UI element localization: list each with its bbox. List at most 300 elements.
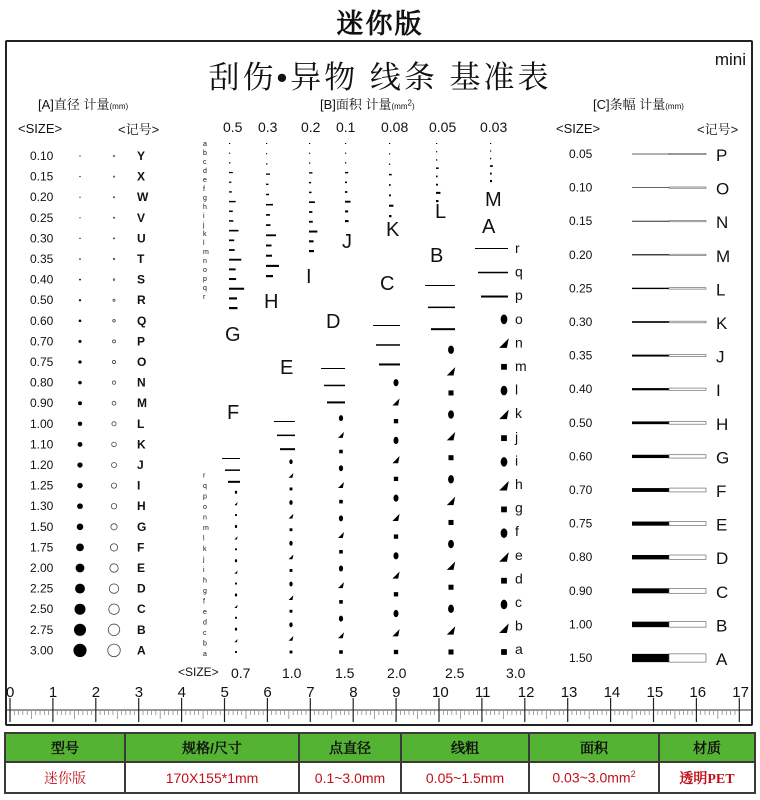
- area-sample-mark: [266, 255, 272, 257]
- area-sample-mark: [289, 636, 294, 641]
- solid-line-sample: [632, 455, 669, 458]
- area-sample-mark: [229, 249, 235, 251]
- area-sample-mark: [490, 150, 491, 151]
- ruler-number: 5: [220, 684, 229, 701]
- area-sample-mark: [229, 307, 238, 309]
- line-size-label: 0.90: [569, 583, 593, 598]
- solid-line-sample: [632, 187, 669, 188]
- line-size-label: 0.30: [569, 315, 593, 329]
- area-sample-mark: [392, 629, 399, 636]
- area-group-letter: I: [306, 266, 312, 288]
- area-sample-mark: [235, 559, 237, 562]
- area-sample-mark: [389, 153, 390, 154]
- area-bottom-size-label: 2.5: [445, 665, 465, 681]
- area-sample-mark: [392, 456, 399, 463]
- hollow-dot: [111, 524, 117, 530]
- area-top-size-label: 0.03: [480, 119, 508, 135]
- main-title: 刮伤•异物 线条 基准表: [208, 60, 552, 95]
- area-sample-mark: [229, 278, 236, 280]
- hollow-dot: [109, 604, 119, 614]
- filled-dot: [77, 483, 83, 489]
- ruler-number: 16: [689, 684, 707, 701]
- tiny-row-letter: c: [203, 630, 207, 637]
- line-size-label: 0.50: [569, 415, 593, 430]
- area-sample-mark: [229, 143, 230, 144]
- area-bottom-size-label: 2.0: [387, 665, 407, 681]
- area-sample-mark: [389, 164, 390, 165]
- area-sample-mark: [338, 482, 344, 488]
- tiny-row-letter: i: [203, 213, 205, 220]
- area-sample-mark: [289, 500, 292, 505]
- dot-size-label: 0.35: [30, 252, 54, 266]
- line-size-label: 0.60: [569, 449, 593, 464]
- area-sample-mark: [481, 296, 508, 298]
- ruler-number: 9: [392, 684, 401, 701]
- line-code-label: M: [716, 246, 731, 266]
- tiny-row-letter: r: [203, 472, 206, 480]
- ruler-number: 2: [91, 684, 101, 701]
- spec-value-size: 170X155*1mm: [125, 762, 299, 793]
- tiny-row-letter: k: [203, 231, 207, 238]
- hollow-dot: [112, 401, 116, 405]
- area-sample-mark: [501, 435, 507, 441]
- filled-dot: [77, 503, 83, 509]
- solid-line-sample: [632, 421, 669, 424]
- hollow-line-sample: [669, 355, 706, 357]
- dot-size-label: 1.30: [30, 499, 54, 514]
- area-sample-mark: [475, 248, 508, 249]
- section-a-title-text: [A]直径 计量: [38, 97, 110, 112]
- area-sample-mark: [289, 622, 292, 627]
- area-sample-mark: [225, 469, 240, 471]
- area-sample-mark: [309, 172, 312, 173]
- dot-size-label: 1.75: [30, 540, 54, 555]
- hollow-dot: [113, 340, 116, 343]
- area-sample-mark: [235, 617, 237, 619]
- ruler-number: 6: [263, 684, 272, 701]
- hollow-dot: [113, 299, 115, 301]
- hollow-line-sample: [669, 455, 706, 458]
- tiny-row-letter: i: [203, 567, 205, 574]
- area-sample-mark: [436, 192, 440, 194]
- dot-size-label: 0.25: [30, 210, 54, 225]
- area-sample-mark: [309, 250, 314, 252]
- solid-line-sample: [632, 254, 669, 255]
- area-sample-mark: [339, 565, 343, 571]
- area-row-letter: p: [515, 287, 523, 304]
- hollow-dot: [111, 483, 116, 488]
- mini-label: mini: [714, 50, 746, 69]
- dot-code-label: L: [137, 416, 145, 431]
- line-code-label: E: [716, 515, 728, 535]
- tiny-row-letter: m: [203, 249, 209, 256]
- hollow-dot: [113, 279, 115, 281]
- area-row-letter: e: [515, 546, 523, 563]
- filled-dot: [77, 462, 82, 467]
- area-sample-mark: [235, 514, 237, 516]
- area-sample-mark: [394, 419, 398, 423]
- dot-code-label: B: [137, 622, 146, 637]
- dot-size-label: 0.50: [30, 293, 54, 308]
- hollow-dot: [112, 381, 115, 384]
- area-sample-mark: [345, 210, 348, 212]
- line-code-label: A: [716, 650, 728, 669]
- filled-dot: [78, 422, 82, 426]
- ruler-number: 13: [560, 684, 578, 701]
- line-size-label: 0.10: [569, 180, 593, 195]
- area-sample-mark: [501, 578, 507, 584]
- area-sample-mark: [448, 540, 454, 548]
- area-group-letter: L: [435, 201, 447, 223]
- ruler-number: 8: [349, 684, 358, 701]
- area-sample-mark: [290, 651, 293, 654]
- dot-code-label: M: [137, 396, 147, 411]
- area-sample-mark: [309, 162, 310, 163]
- dot-size-label: 1.00: [30, 416, 54, 431]
- dot-code-label: P: [137, 334, 146, 349]
- area-sample-mark: [389, 205, 393, 207]
- line-code-label: C: [716, 582, 729, 602]
- tiny-row-letter: r: [203, 294, 206, 301]
- spec-value-area: $0.03\sim 3.0mm^2$: [529, 762, 659, 793]
- area-sample-mark: [274, 421, 295, 422]
- area-sample-mark: [229, 239, 234, 241]
- tiny-row-letter: j: [203, 222, 205, 229]
- area-sample-mark: [393, 610, 398, 617]
- area-sample-mark: [345, 220, 349, 222]
- area-group-letter: M: [485, 189, 502, 211]
- section-a-unit: (mm): [109, 102, 129, 111]
- dot-size-label: 1.20: [30, 458, 54, 472]
- filled-dot: [79, 197, 80, 198]
- tiny-row-letter: n: [203, 258, 207, 265]
- area-sample-mark: [478, 272, 508, 274]
- area-sample-mark: [339, 650, 343, 654]
- ruler-number: 14: [603, 684, 621, 701]
- filled-dot: [79, 155, 80, 156]
- dot-size-label: 0.20: [30, 190, 54, 205]
- area-sample-mark: [393, 552, 398, 559]
- dot-code-label: Y: [137, 149, 146, 163]
- filled-dot: [78, 340, 81, 343]
- dot-size-label: 0.15: [30, 169, 54, 184]
- line-size-label: 0.75: [569, 516, 593, 531]
- area-sample-mark: [266, 204, 273, 206]
- area-sample-mark: [501, 649, 507, 655]
- hollow-dot: [111, 462, 116, 467]
- solid-line-sample: [632, 388, 669, 390]
- area-sample-mark: [339, 616, 343, 622]
- area-sample-mark: [338, 432, 344, 438]
- area-sample-mark: [309, 211, 312, 213]
- hollow-line-sample: [669, 254, 706, 255]
- hollow-dot: [110, 544, 117, 551]
- spec-header-model: 型号: [5, 733, 125, 762]
- area-sample-mark: [393, 437, 398, 444]
- area-sample-mark: [266, 245, 272, 247]
- area-sample-mark: [339, 450, 343, 454]
- line-size-label: 0.35: [569, 348, 593, 363]
- area-sample-mark: [448, 475, 454, 483]
- tiny-row-letter: n: [203, 514, 207, 522]
- area-sample-mark: [229, 201, 236, 202]
- dot-code-label: R: [137, 293, 146, 308]
- area-bottom-size-label: 1.5: [335, 665, 355, 681]
- tiny-row-letter: c: [203, 159, 207, 166]
- area-sample-mark: [392, 514, 399, 521]
- line-size-label: 0.20: [569, 247, 593, 262]
- area-sample-mark: [394, 650, 398, 654]
- area-sample-mark: [234, 536, 237, 539]
- area-top-size-label: 0.2: [301, 119, 321, 135]
- line-code-label: F: [716, 482, 727, 501]
- area-sample-mark: [448, 585, 453, 590]
- line-size-label: 1.50: [569, 651, 593, 665]
- area-sample-mark: [266, 265, 279, 267]
- filled-dot: [79, 176, 80, 177]
- area-sample-mark: [490, 143, 491, 144]
- ruler-number: 0: [6, 684, 15, 701]
- area-sample-mark: [501, 507, 507, 513]
- area-size-caption: <SIZE>: [178, 665, 219, 679]
- filled-dot: [77, 524, 84, 531]
- area-row-letter: f: [515, 523, 519, 540]
- filled-dot: [79, 319, 82, 322]
- area-sample-mark: [501, 457, 508, 467]
- area-sample-mark: [234, 571, 237, 574]
- area-row-letter: d: [515, 570, 523, 587]
- area-sample-mark: [229, 288, 244, 290]
- ruler-number: 4: [177, 684, 186, 701]
- spec-table: [4, 732, 756, 794]
- area-group-letter: E: [280, 357, 294, 379]
- area-sample-mark: [448, 346, 454, 354]
- ruler-number: 7: [306, 684, 315, 701]
- dot-size-label: 2.00: [30, 561, 54, 575]
- hollow-line-sample: [669, 388, 706, 390]
- area-sample-mark: [229, 259, 241, 261]
- area-sample-mark: [289, 541, 292, 546]
- area-top-size-label: 0.3: [258, 119, 278, 135]
- top-title: 迷你版: [336, 9, 424, 39]
- filled-dot: [76, 564, 85, 573]
- dot-size-label: 1.25: [30, 478, 54, 493]
- tiny-row-letter: o: [203, 504, 207, 511]
- dot-code-label: N: [137, 375, 146, 390]
- tiny-row-letter: p: [203, 276, 207, 283]
- section-c-title-text: [C]条幅 计量: [593, 97, 666, 112]
- dot-size-label: 0.60: [30, 313, 54, 328]
- dot-code-label: E: [137, 561, 146, 575]
- area-sample-mark: [289, 473, 294, 478]
- ruler-number: 1: [48, 684, 58, 701]
- line-code-label: K: [716, 314, 728, 333]
- filled-dot: [79, 299, 81, 301]
- area-sample-mark: [345, 162, 346, 163]
- area-sample-mark: [448, 649, 453, 654]
- area-sample-mark: [235, 651, 237, 653]
- area-sample-mark: [448, 455, 453, 460]
- spec-value-dot-diameter: 0.1~3.0mm: [299, 762, 401, 793]
- area-sample-mark: [436, 167, 439, 169]
- dot-code-label: K: [137, 437, 146, 452]
- line-size-label: 0.70: [569, 483, 593, 497]
- line-code-label: P: [716, 146, 728, 165]
- dot-code-label: X: [137, 169, 146, 184]
- area-row-letter: r: [515, 240, 520, 256]
- area-sample-mark: [389, 194, 391, 196]
- spec-value-line-width: 0.05~1.5mm: [401, 762, 529, 793]
- hollow-dot: [109, 584, 118, 593]
- area-sample-mark: [229, 230, 238, 232]
- area-sample-mark: [222, 458, 240, 459]
- solid-line-sample: [632, 321, 669, 323]
- area-sample-mark: [376, 344, 400, 346]
- filled-dot: [79, 217, 80, 218]
- tiny-row-letter: h: [203, 204, 207, 211]
- area-sample-mark: [229, 172, 233, 173]
- section-b-title-text: [B]面积 计量: [320, 97, 392, 112]
- line-code-label: G: [716, 448, 730, 468]
- dot-size-label: 0.70: [30, 334, 54, 349]
- hollow-line-sample: [669, 555, 706, 559]
- area-sample-mark: [447, 497, 455, 505]
- area-group-letter: K: [386, 219, 400, 241]
- area-row-letter: h: [515, 476, 523, 492]
- area-sample-mark: [447, 561, 455, 569]
- hollow-dot: [113, 155, 114, 156]
- area-bottom-size-label: 3.0: [506, 665, 526, 681]
- area-top-size-label: 0.05: [429, 119, 457, 135]
- line-code-label: J: [716, 347, 725, 367]
- dot-code-label: U: [137, 231, 146, 246]
- spec-header-row: [5, 733, 755, 762]
- section-a-size-header: <SIZE>: [18, 121, 63, 136]
- filled-dot: [75, 604, 86, 615]
- dot-code-label: S: [137, 272, 146, 287]
- hollow-line-sample: [669, 522, 706, 526]
- area-sample-mark: [345, 143, 346, 144]
- solid-line-sample: [632, 555, 669, 559]
- area-sample-mark: [266, 184, 269, 185]
- tiny-row-letter: q: [203, 483, 207, 490]
- area-sample-mark: [447, 626, 455, 634]
- area-sample-mark: [309, 143, 310, 144]
- area-sample-mark: [490, 165, 493, 167]
- line-size-label: 0.05: [569, 147, 593, 161]
- tiny-row-letter: a: [203, 141, 207, 148]
- tiny-row-letter: l: [203, 240, 205, 247]
- hollow-dot: [113, 320, 116, 323]
- area-group-letter: B: [430, 245, 444, 267]
- dot-size-label: 2.50: [30, 602, 54, 617]
- area-sample-mark: [499, 623, 509, 633]
- area-sample-mark: [448, 410, 454, 418]
- hollow-line-sample: [669, 488, 706, 492]
- filled-dot: [74, 624, 86, 636]
- area-row-letter: c: [515, 594, 522, 610]
- area-sample-mark: [289, 554, 294, 559]
- area-sample-mark: [448, 605, 454, 613]
- area-sample-mark: [338, 582, 344, 588]
- line-code-label: L: [716, 280, 726, 300]
- area-sample-mark: [266, 153, 267, 154]
- solid-line-sample: [632, 522, 669, 526]
- area-sample-mark: [436, 176, 438, 178]
- dot-code-label: V: [137, 210, 146, 225]
- area-sample-mark: [321, 368, 345, 369]
- dot-code-label: I: [137, 478, 141, 493]
- area-sample-mark: [266, 143, 267, 144]
- area-sample-mark: [266, 234, 276, 236]
- filled-dot: [73, 644, 86, 657]
- area-sample-mark: [490, 180, 492, 182]
- hollow-dot: [112, 360, 115, 363]
- tiny-row-letter: b: [203, 150, 207, 157]
- ruler-number: 15: [646, 684, 664, 701]
- area-sample-mark: [339, 465, 343, 471]
- section-b-unit: $(mm^2)$: [391, 98, 415, 111]
- tiny-row-letter: g: [203, 195, 207, 202]
- area-row-letter: n: [515, 334, 523, 351]
- hollow-line-sample: [669, 588, 706, 593]
- area-sample-mark: [229, 182, 231, 183]
- area-sample-mark: [266, 194, 269, 195]
- tiny-row-letter: b: [203, 640, 207, 648]
- area-sample-mark: [309, 231, 317, 233]
- dot-code-label: Q: [137, 313, 147, 328]
- area-sample-mark: [501, 386, 508, 396]
- spec-header-size: 规格/尺寸: [125, 733, 299, 762]
- area-sample-mark: [229, 211, 233, 212]
- solid-line-sample: [632, 654, 669, 662]
- area-sample-mark: [431, 328, 455, 330]
- dot-code-label: W: [137, 190, 149, 205]
- area-sample-mark: [235, 593, 237, 596]
- area-sample-mark: [389, 184, 391, 186]
- area-sample-mark: [290, 569, 293, 572]
- dot-size-label: 0.30: [30, 231, 54, 246]
- area-sample-mark: [290, 610, 293, 613]
- area-row-letter: l: [515, 381, 519, 398]
- area-sample-mark: [235, 548, 237, 550]
- area-sample-mark: [228, 481, 240, 483]
- area-sample-mark: [392, 571, 399, 578]
- area-sample-mark: [499, 338, 509, 348]
- spec-header-dot-diameter: 点直径: [299, 733, 401, 762]
- area-top-size-label: 0.08: [381, 119, 409, 135]
- area-sample-mark: [447, 432, 455, 440]
- area-sample-mark: [229, 162, 230, 163]
- area-sample-mark: [490, 158, 491, 159]
- area-sample-mark: [290, 528, 293, 531]
- ruler-number: 17: [732, 684, 749, 701]
- filled-dot: [79, 258, 81, 260]
- area-sample-mark: [345, 153, 346, 154]
- area-sample-mark: [447, 367, 455, 375]
- area-sample-mark: [327, 401, 345, 403]
- area-row-letter: b: [515, 617, 523, 634]
- solid-line-sample: [632, 221, 669, 222]
- filled-dot: [78, 401, 82, 405]
- area-group-letter: A: [482, 216, 496, 238]
- dot-code-label: H: [137, 499, 146, 514]
- area-sample-mark: [289, 595, 294, 600]
- area-sample-mark: [499, 481, 509, 491]
- spec-header-area: 面积: [529, 733, 659, 762]
- area-sample-mark: [345, 172, 348, 173]
- filled-dot: [79, 238, 80, 239]
